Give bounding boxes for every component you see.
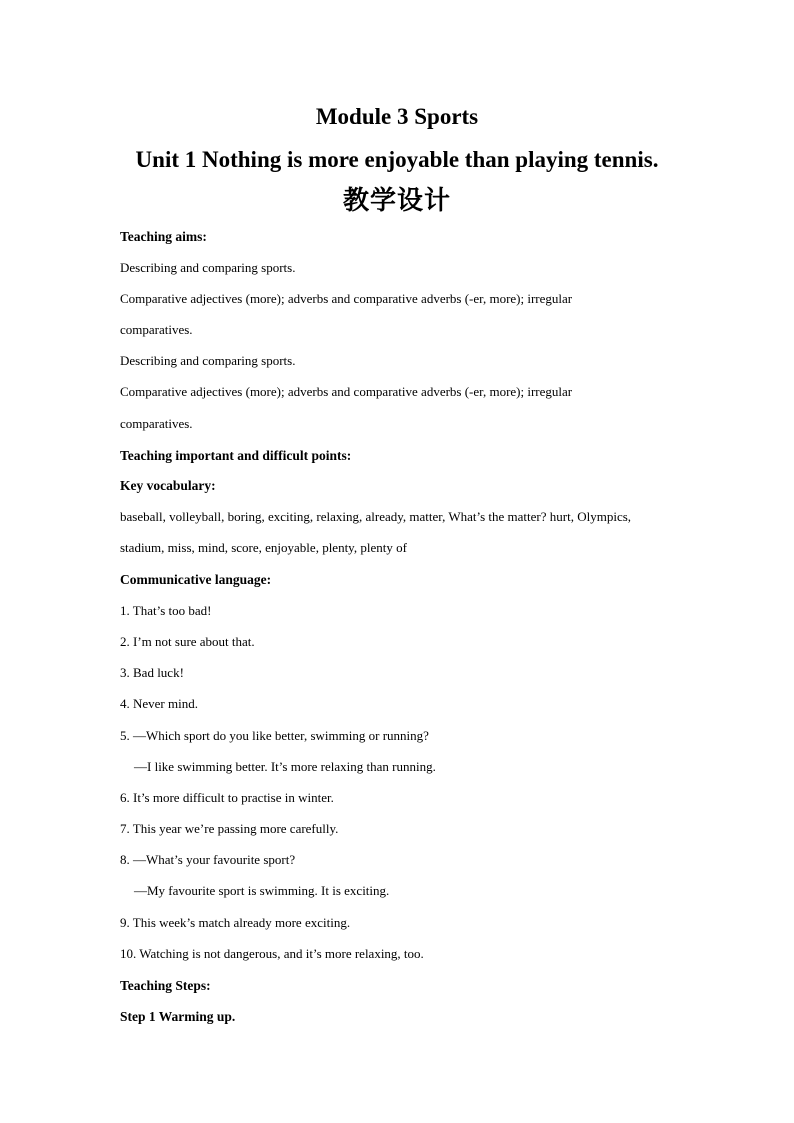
module-title: Module 3 Sports <box>315 104 479 129</box>
communicative-line: —My favourite sport is swimming. It is exciting. <box>134 883 390 898</box>
communicative-line: —I like swimming better. It’s more relaxing than running. <box>134 759 436 774</box>
aim-line: Describing and comparing sports. <box>120 353 296 368</box>
communicative-line: 9. This week’s match already more exciting. <box>120 915 351 930</box>
communicative-line: 5. —Which sport do you like better, swimming or running? <box>120 728 429 743</box>
teaching-steps-heading: Teaching Steps: <box>120 978 211 993</box>
communicative-line: 7. This year we’re passing more carefully. <box>120 821 339 836</box>
vocabulary-line: stadium, miss, mind, score, enjoyable, plenty, plenty of <box>120 540 407 555</box>
aim-line: comparatives. <box>120 322 193 337</box>
key-vocabulary-heading: Key vocabulary: <box>120 478 216 493</box>
communicative-language-heading: Communicative language: <box>120 572 272 587</box>
communicative-line: 8. —What’s your favourite sport? <box>120 852 296 867</box>
communicative-line: 6. It’s more difficult to practise in winter. <box>120 790 334 805</box>
communicative-line: 3. Bad luck! <box>120 665 184 680</box>
communicative-line: 10. Watching is not dangerous, and it’s more relaxing, too. <box>120 946 424 961</box>
teaching-design-title: 教学设计 <box>342 186 451 216</box>
aim-line: comparatives. <box>120 416 193 431</box>
aim-line: Describing and comparing sports. <box>120 260 296 275</box>
important-points-heading: Teaching important and difficult points: <box>120 448 352 463</box>
communicative-line: 1. That’s too bad! <box>120 603 212 618</box>
teaching-aims-heading: Teaching aims: <box>120 229 207 244</box>
communicative-line: 4. Never mind. <box>120 696 198 711</box>
vocabulary-line: baseball, volleyball, boring, exciting, relaxing, already, matter, What’s the matter? hurt, Olympics, <box>120 509 632 524</box>
communicative-line: 2. I’m not sure about that. <box>120 634 255 649</box>
aim-line: Comparative adjectives (more); adverbs and comparative adverbs (-er, more); irregular <box>120 384 573 399</box>
step-1-heading: Step 1 Warming up. <box>120 1009 236 1024</box>
unit-title: Unit 1 Nothing is more enjoyable than playing tennis. <box>135 147 659 172</box>
aim-line: Comparative adjectives (more); adverbs and comparative adverbs (-er, more); irregular <box>120 291 573 306</box>
